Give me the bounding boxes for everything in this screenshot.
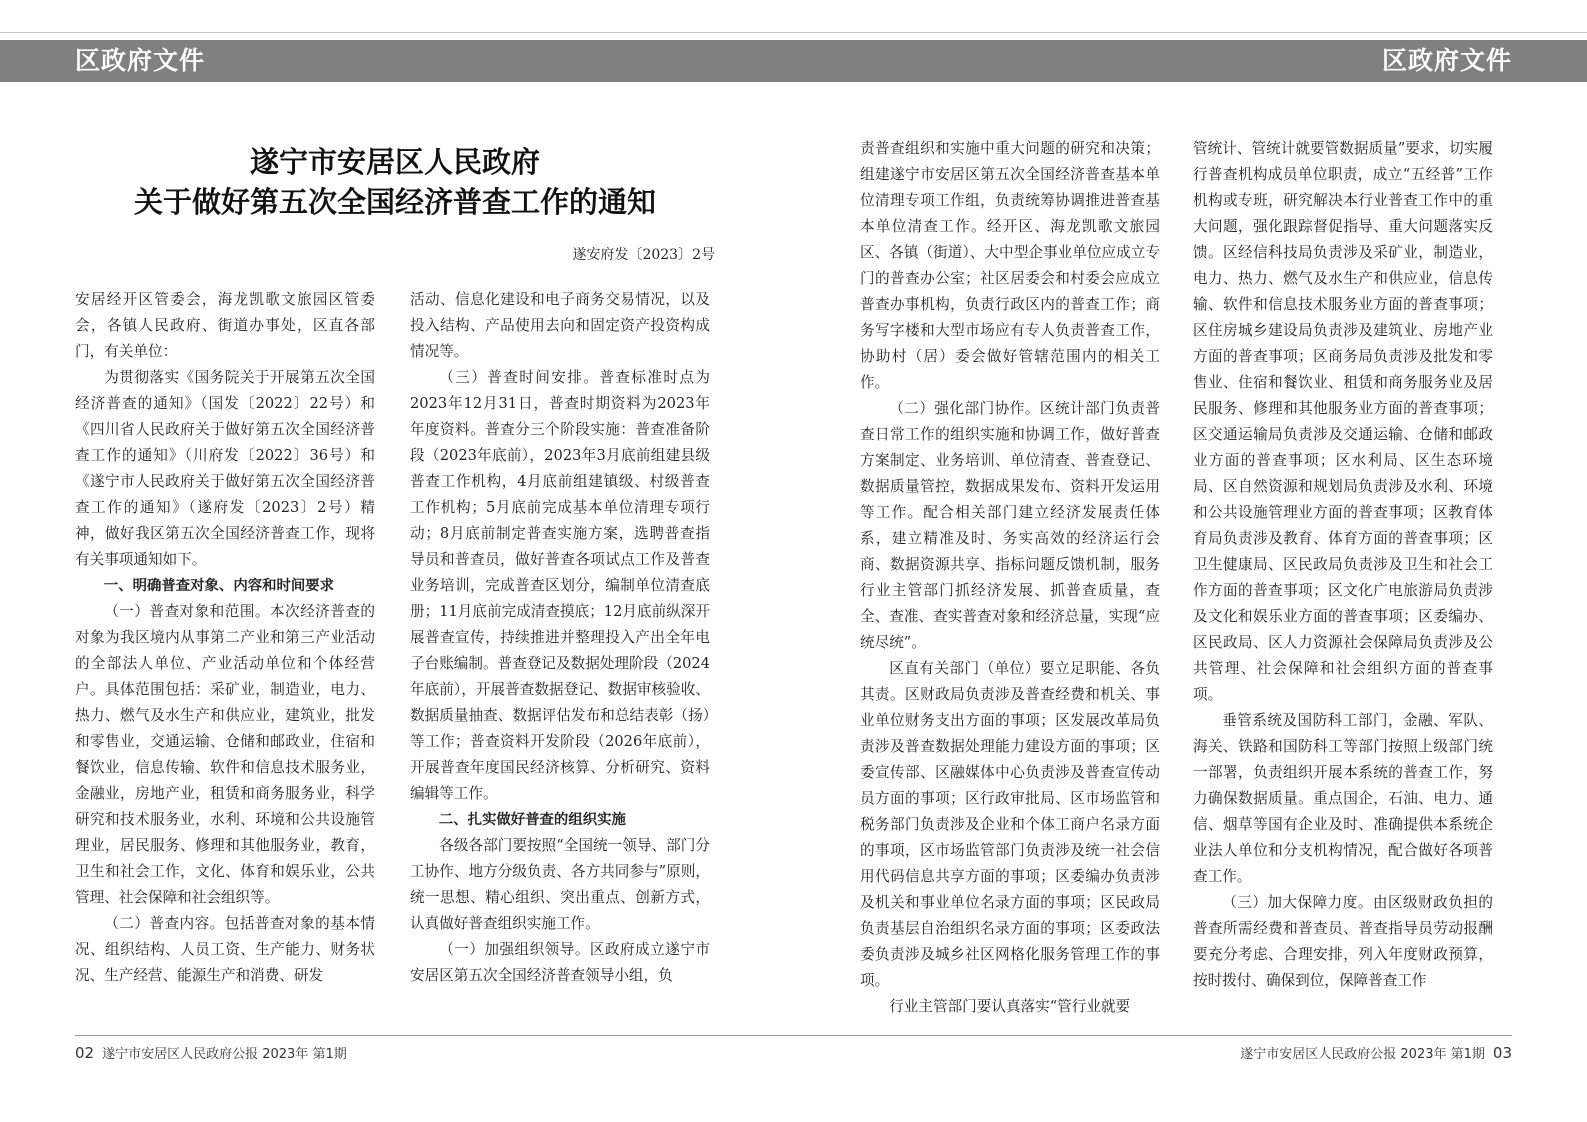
paragraph: （三）加大保障力度。由区级财政负担的普查所需经费和普查员、普查指导员劳动报酬要充分考虑、合理安排，列入年度财政预算，按时拨付、确保到位，保障普查工作 [1193,894,1493,989]
section-title-left: 区政府文件 [75,46,206,75]
section-header-band [0,40,1587,82]
footer-left [75,1043,347,1062]
paragraph: （二）普查内容。包括普查对象的基本情况、组织结构、人员工资、生产能力、财务状况、生产经营、能源生产和消费、研发 [75,915,375,984]
paragraph: （二）强化部门协作。区统计部门负责普查日常工作的组织实施和协调工作，做好普查方案制定、业务培训、单位清查、普查登记、数据质量管控，数据成果发布、资料开发运用等工作。配合相关部门建立经济发展责任体系，建立精准及时、务实高效的经济运行会商、数据资源共享、指标问题反馈机制，服务行业主管部门抓经济发展、抓普查质量，查全、查准、查实普查对象和经济总量，实现“应统尽统”。 [860,400,1160,651]
text-column-4 [1193,136,1493,1027]
paragraph: 各级各部门要按照“全国统一领导、部门分工协作、地方分级负责、各方共同参与”原则，统一思想、精心组织、突出重点、创新方式，认真做好普查组织实施工作。 [410,837,710,932]
section-heading: 一、明确普查对象、内容和时间要求 [103,578,335,594]
paragraph: 责普查组织和实施中重大问题的研究和决策；组建遂宁市安居区第五次全国经济普查基本单位清理专项工作组，负责统筹协调推进普查基本单位清查工作。经开区、海龙凯歌文旅园区、各镇（街道）、大中型企事业单位应成立专门的普查办公室；社区居委会和村委会应成立普查办事机构，负责行政区内的普查工作；商务写字楼和大型市场应有专人负责普查工作，协助村（居）委会做好管辖范围内的相关工作。 [860,140,1160,391]
text-column-2 [410,287,710,1027]
paragraph: （一）加强组织领导。区政府成立遂宁市安居区第五次全国经济普查领导小组，负 [410,941,710,984]
paragraph: 安居经开区管委会，海龙凯歌文旅园区管委会，各镇人民政府、街道办事处，区直各部门，有关单位： [75,291,375,360]
document-title-line1: 遂宁市安居区人民政府 [249,145,540,179]
section-title-right: 区政府文件 [1381,46,1512,75]
text-column-3 [860,136,1160,1027]
paragraph: 行业主管部门要认真落实“管行业就要 [889,998,1131,1015]
paragraph: （三）普查时间安排。普查标准时点为2023年12月31日，普查时期资料为2023年年度资料。普查分三个阶段实施：普查准备阶段（2023年底前），2023年3月底前组建县级普查工作机构，4月底前组建镇级、村级普查工作机构；5月底前完成基本单位清理专项行动；8月底前制定普查实施方案，选聘普查指导员和普查员，做好普查各项试点工作及普查业务培训，完成普查区划分，编制单位清查底册；11月底前完成清查摸底；12月底前纵深开展普查宣传，持续推进并整理投入产出全年电子台账编制。普查登记及数据处理阶段（2024年底前），开展普查数据登记、数据审核验收、数据质量抽查、数据评估发布和总结表彰（扬）等工作；普查资料开发阶段（2026年底前），开展普查年度国民经济核算、分析研究、资料编辑等工作。 [410,369,710,802]
paragraph: 区直有关部门（单位）要立足职能、各负其责。区财政局负责涉及普查经费和机关、事业单位财务支出方面的事项；区发展改革局负责涉及普查数据处理能力建设方面的事项；区委宣传部、区融媒体中心负责涉及普查宣传动员方面的事项；区行政审批局、区市场监管和税务部门负责涉及企业和个体工商户名录方面的事项，区市场监管部门负责涉及统一社会信用代码信息共享方面的事项；区委编办负责涉及机关和事业单位名录方面的事项；区民政局负责基层自治组织名录方面的事项；区委政法委负责涉及城乡社区网格化服务管理工作的事项。 [860,660,1160,989]
page-number-right: 03 [1492,1044,1512,1062]
paragraph: 管统计、管统计就要管数据质量”要求，切实履行普查机构成员单位职责，成立“五经普”工作机构或专班，研究解决本行业普查工作中的重大问题，强化跟踪督促指导、重大问题落实反馈。区经信科技局负责涉及采矿业，制造业，电力、热力、燃气及水生产和供应业，信息传输、软件和信息技术服务业方面的普查事项；区住房城乡建设局负责涉及建筑业、房地产业方面的普查事项；区商务局负责涉及批发和零售业、住宿和餐饮业、租赁和商务服务业及居民服务、修理和其他服务业方面的普查事项；区交通运输局负责涉及交通运输、仓储和邮政业方面的普查事项；区水利局、区生态环境局、区自然资源和规划局负责涉及水利、环境和公共设施管理业方面的普查事项；区教育体育局负责涉及教育、体育方面的普查事项；区卫生健康局、区民政局负责涉及卫生和社会工作方面的普查事项；区文化广电旅游局负责涉及文化和娱乐业方面的普查事项；区委编办、区民政局、区人力资源社会保障局负责涉及公共管理、社会保障和社会组织方面的普查事项。 [1193,140,1493,703]
footer-rule [75,1035,1512,1036]
top-rule [0,32,1587,33]
footer-publication-right: 遂宁市安居区人民政府公报 2023年 第1期 [1240,1047,1485,1062]
page-number-left: 02 [75,1044,95,1062]
paragraph: 为贯彻落实《国务院关于开展第五次全国经济普查的通知》（国发〔2022〕22号）和《四川省人民政府关于做好第五次全国经济普查工作的通知》（川府发〔2022〕36号）和《遂宁市人民政府关于做好第五次全国经济普查工作的通知》（遂府发〔2023〕2号）精神，做好我区第五次全国经济普查工作，现将有关事项通知如下。 [75,369,375,568]
footer-right [1240,1043,1512,1062]
text-column-1 [75,287,375,1027]
footer-publication-left: 遂宁市安居区人民政府公报 2023年 第1期 [102,1047,347,1062]
document-title-line2: 关于做好第五次全国经济普查工作的通知 [133,185,656,219]
paragraph: 垂管系统及国防科工部门，金融、军队、海关、铁路和国防科工等部门按照上级部门统一部署，负责组织开展本系统的普查工作，努力确保数据质量。重点国企，石油、电力、通信、烟草等国有企业及时、准确提供本系统企业法人单位和分支机构情况，配合做好各项普查工作。 [1193,712,1493,885]
paragraph: （一）普查对象和范围。本次经济普查的对象为我区境内从事第二产业和第三产业活动的全部法人单位、产业活动单位和个体经营户。具体范围包括：采矿业，制造业，电力、热力、燃气及水生产和供应业，建筑业，批发和零售业，交通运输、仓储和邮政业，住宿和餐饮业，信息传输、软件和信息技术服务业，金融业，房地产业，租赁和商务服务业，科学研究和技术服务业，水利、环境和公共设施管理业，居民服务、修理和其他服务业，教育，卫生和社会工作，文化、体育和娱乐业，公共管理、社会保障和社会组织等。 [75,603,375,906]
section-heading: 二、扎实做好普查的组织实施 [438,812,626,828]
document-number: 遂安府发〔2023〕2号 [572,247,715,263]
paragraph: 活动、信息化建设和电子商务交易情况，以及投入结构、产品使用去向和固定资产投资构成情况等。 [410,291,710,360]
